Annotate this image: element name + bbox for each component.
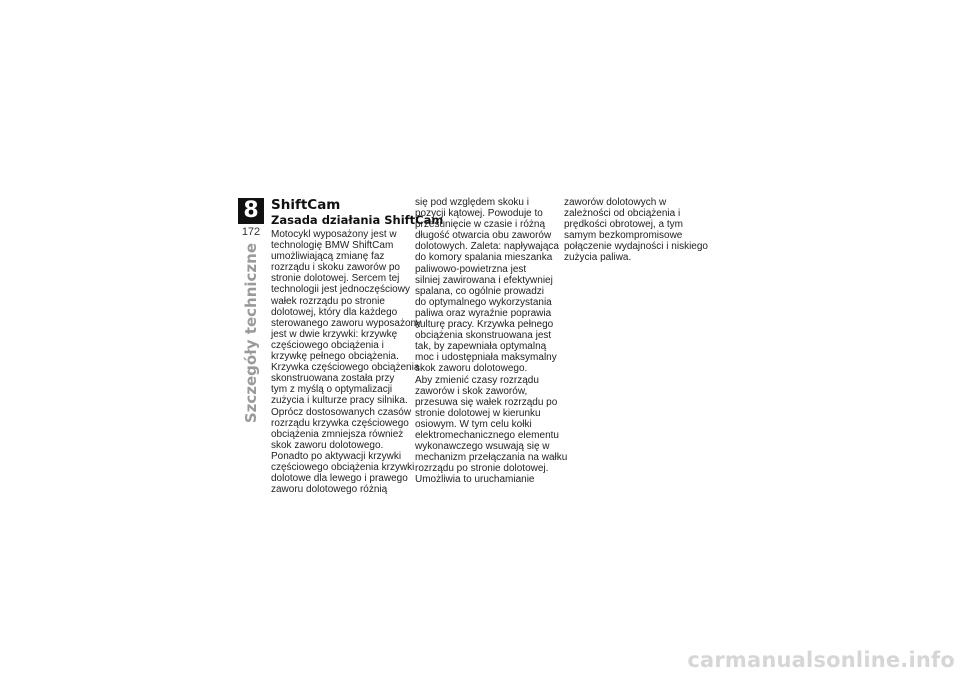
- text-line: do optymalnego wykorzystania: [415, 296, 552, 308]
- text-line: mechanizm przełączania na wałku: [415, 452, 568, 464]
- text-line: Ponadto po aktywacji krzywki: [271, 450, 402, 462]
- text-line: technologię BMW ShiftCam: [271, 240, 394, 252]
- text-column-1: [271, 229, 422, 496]
- text-line: stronie dolotowej. Sercem tej: [271, 273, 400, 285]
- text-line: prędkości obrotowej, a tym: [564, 219, 683, 231]
- text-line: obciążenia zmniejsza również: [271, 428, 404, 440]
- text-line: osiowym. W tym celu kołki: [415, 418, 532, 430]
- text-line: Oprócz dostosowanych czasów: [271, 406, 412, 418]
- text-line: dolotowych. Zaleta: napływająca: [415, 241, 559, 253]
- text-line: zaworu dolotowego różnią: [271, 484, 388, 496]
- chapter-number-badge: 8: [238, 198, 264, 224]
- text-line: skok zaworu dolotowego.: [415, 363, 528, 375]
- text-line: tym z myślą o optymalizacji: [271, 384, 393, 396]
- text-line: zaworów i skok zaworów,: [415, 385, 528, 397]
- text-line: elektromechanicznego elementu: [415, 429, 559, 441]
- text-line: przesunięcie w czasie i różną: [415, 219, 546, 231]
- text-line: Umożliwia to uruchamianie: [415, 474, 535, 486]
- text-line: stronie dolotowej w kierunku: [415, 407, 541, 419]
- text-line: krzywkę pełnego obciążenia.: [271, 351, 399, 363]
- chapter-side-label: Szczegóły techniczne: [242, 243, 260, 424]
- text-line: zależności od obciążenia i: [564, 208, 681, 220]
- text-line: rozrządu krzywka częściowego: [271, 417, 409, 429]
- text-line: połączenie wydajności i niskiego: [564, 241, 708, 253]
- text-line: jest w dwie krzywki: krzywkę: [271, 328, 398, 340]
- text-line: Krzywka częściowego obciążenia: [271, 362, 420, 374]
- text-line: dolotowe dla lewego i prawego: [271, 473, 408, 485]
- text-line: rozrządu po stronie dolotowej.: [415, 463, 549, 475]
- text-line: pozycji kątowej. Powoduje to: [415, 208, 543, 220]
- section-subtitle: Zasada działania ShiftCam: [271, 213, 444, 227]
- text-line: paliwa oraz wyraźnie poprawia: [415, 307, 552, 319]
- text-line: częściowego obciążenia i: [271, 339, 384, 351]
- page-number: 172: [241, 226, 261, 238]
- text-line: się pod względem skoku i: [415, 197, 529, 208]
- text-line: paliwowo-powietrzna jest: [415, 263, 527, 275]
- text-line: tak, by zapewniała optymalną: [415, 341, 547, 353]
- text-line: częściowego obciążenia krzywki: [271, 461, 415, 473]
- text-line: do komory spalania mieszanka: [415, 252, 553, 264]
- text-column-2: [415, 197, 568, 486]
- text-line: umożliwiającą zmianę faz: [271, 251, 385, 263]
- chapter-side-tab: [238, 243, 264, 433]
- text-line: sterowanego zaworu wyposażony: [271, 317, 422, 329]
- text-line: skok zaworu dolotowego.: [271, 439, 384, 451]
- text-line: dolotowej, który dla każdego: [271, 306, 398, 318]
- text-line: kulturę pracy. Krzywka pełnego: [415, 319, 554, 331]
- text-line: długość otwarcia obu zaworów: [415, 230, 552, 242]
- text-line: Aby zmienić czasy rozrządu: [415, 374, 539, 386]
- text-line: skonstruowana została przy: [271, 373, 395, 385]
- text-line: technologii jest jednoczęściowy: [271, 284, 410, 296]
- text-line: silniej zawirowana i efektywniej: [415, 274, 553, 286]
- text-line: zużycia i kulturze pracy silnika.: [271, 395, 408, 407]
- text-line: rozrządu i skoku zaworów po: [271, 262, 400, 274]
- text-line: obciążenia skonstruowana jest: [415, 330, 552, 342]
- text-line: moc i udostępniała maksymalny: [415, 352, 557, 364]
- text-line: wałek rozrządu po stronie: [271, 295, 385, 307]
- text-line: zużycia paliwa.: [564, 252, 632, 264]
- site-watermark: carmanualsonline.info: [687, 648, 955, 672]
- text-line: Motocykl wyposażony jest w: [271, 229, 397, 240]
- section-title: ShiftCam: [271, 197, 341, 213]
- text-line: zaworów dolotowych w: [564, 197, 667, 208]
- text-line: samym bezkompromisowe: [564, 230, 683, 242]
- text-line: spalana, co ogólnie prowadzi: [415, 285, 544, 297]
- text-column-3: [564, 197, 712, 264]
- text-line: przesuwa się wałek rozrządu po: [415, 396, 558, 408]
- text-line: wykonawczego wsuwają się w: [415, 441, 550, 453]
